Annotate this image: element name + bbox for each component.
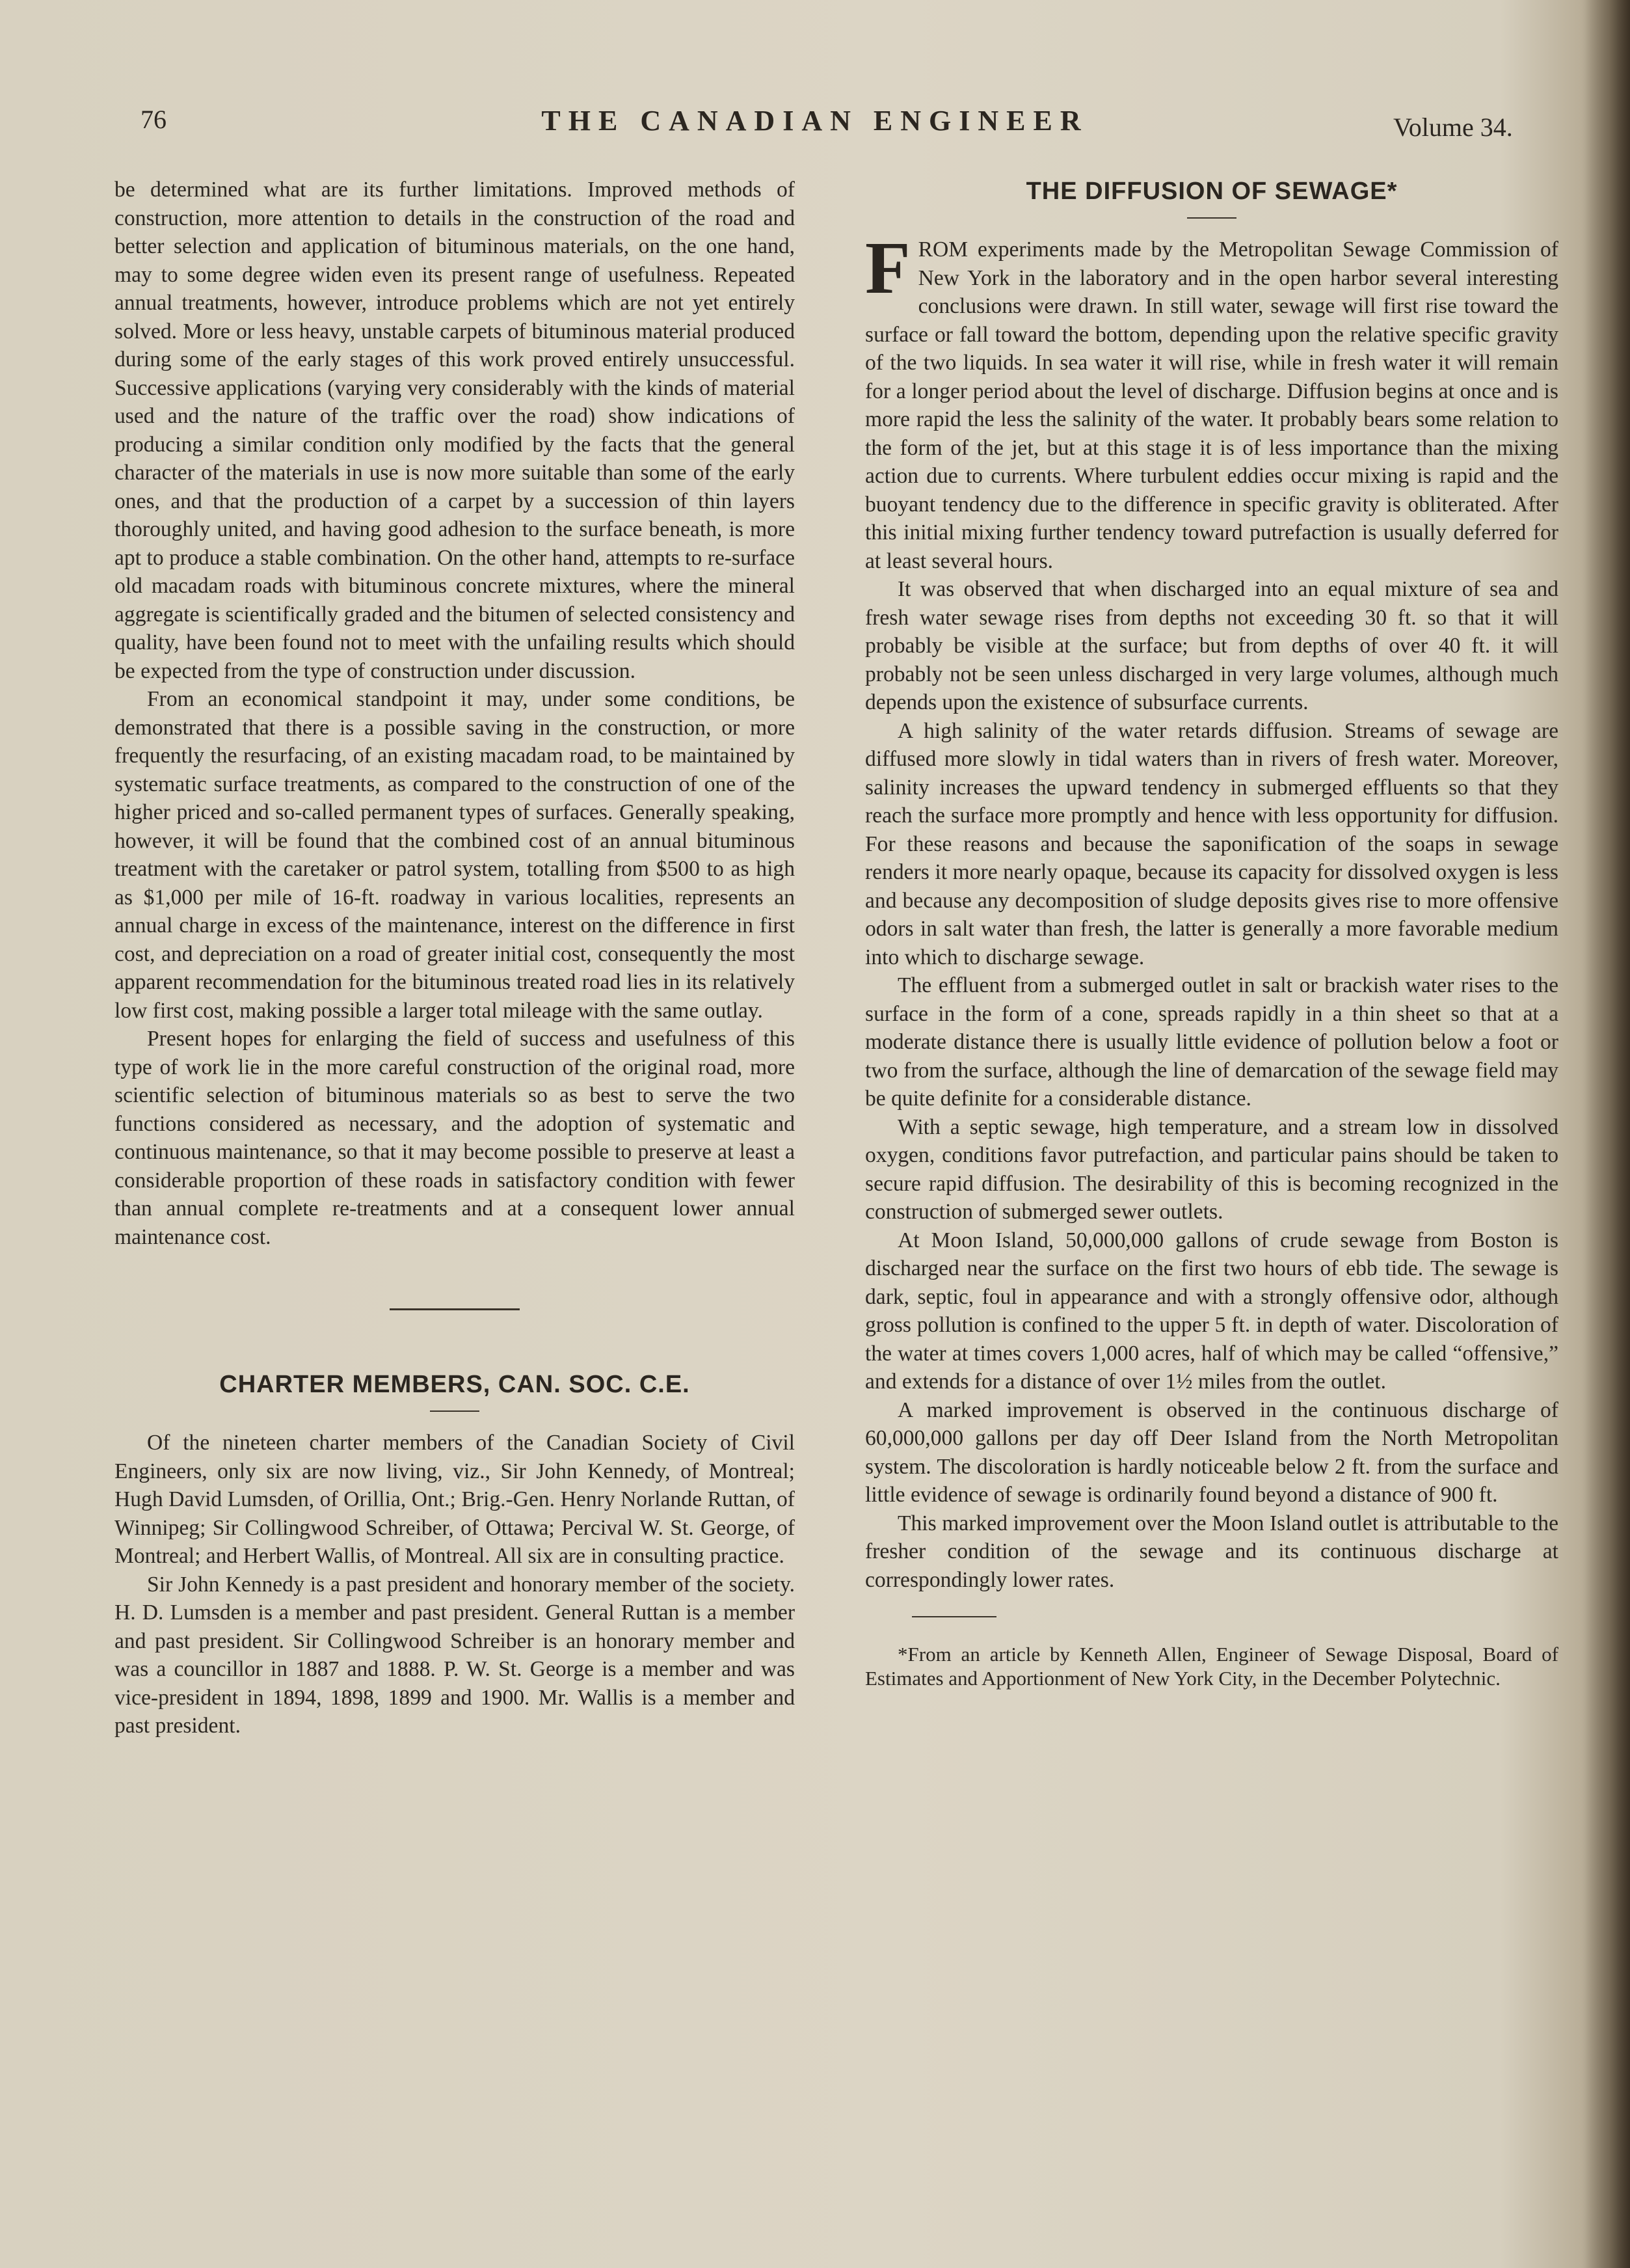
- drop-cap: F: [865, 226, 911, 309]
- paragraph: Present hopes for enlarging the field of success and usefulness of this type of work lie in the more careful construction of the original road, more scientific selection of bituminous materials so as best to serve the two functions considered as necessary, and the adoption of systematic and continuous maintenance, so that it may become possible to preserve at least a considerable proportion of these roads in satisfactory condition with fewer than annual complete re-treatments and at a consequent lower annual maintenance cost.: [114, 1027, 795, 1249]
- paragraph: [865, 226, 1558, 575]
- paragraph: At Moon Island, 50,000,000 gallons of crude sewage from Boston is discharged near the surface on the first two hours of ebb tide. The sewage is dark, septic, foul in appearance and with a strongly offensive odor, although gross pollution is confined to the upper 5 ft. in depth of water. Discoloration of the water at times covers 1,000 acres, half of which may be called “offensive,” and extends for a distance of over 1½ miles from the outlet.: [865, 1228, 1558, 1394]
- footnote: *From an article by Kenneth Allen, Engineer of Sewage Disposal, Board of Estimates and Apportionment of New York City, in the December Polytechnic.: [865, 1643, 1558, 1690]
- volume-label: Volume 34.: [1393, 113, 1513, 142]
- paragraph: be determined what are its further limitations. Improved methods of construction, more attention to details in the construction of the road and better selection and application of bituminous materials, on the one hand, may to some degree widen even its present range of usefulness. Repeated annual treatments, however, introduce problems which are not yet entirely solved. More or less heavy, unstable carpets of bituminous material produced during some of the early stages of this work proved entirely unsuccessful. Successive applications (varying very considerably with the kinds of material used and the nature of the traffic over the road) show indications of producing a similar condition only modified by the facts that the general character of the materials in use is now more suitable than some of the early ones, and that the production of a carpet by a succession of thin layers thoroughly united, and having good adhesion to the surface beneath, is more apt to produce a stable combination. On the other hand, attempts to re-surface old macadam roads with bituminous concrete mixtures, where the mineral aggregate is scientifically graded and the bitumen of selected consistency and quality, have been found not to meet with the unfailing results which should be expected from the type of construction under discussion.: [114, 178, 795, 683]
- paragraph: This marked improvement over the Moon Island outlet is attributable to the fresher condition of the sewage and its continuous discharge at correspondingly lower rates.: [865, 1511, 1558, 1592]
- footnote-rule: [912, 1616, 996, 1617]
- section-divider: [390, 1308, 520, 1310]
- journal-title: THE CANADIAN ENGINEER: [541, 105, 1089, 137]
- article-title: THE DIFFUSION OF SEWAGE*: [1026, 178, 1398, 205]
- page-number: 76: [140, 105, 167, 134]
- paragraph: The effluent from a submerged outlet in salt or brackish water rises to the surface in the form of a cone, spreads rapidly in a thin sheet so that at a moderate distance there is usually little evidence of pollution below a foot or two from the surface, although the line of demarcation of the sewage field may be quite definite for a considerable distance.: [865, 973, 1558, 1111]
- page-header: [0, 0, 1630, 156]
- section-heading-charter-members: CHARTER MEMBERS, CAN. SOC. C.E.: [219, 1371, 690, 1398]
- left-column: [114, 176, 795, 1740]
- paragraph: A high salinity of the water retards diffusion. Streams of sewage are diffused more slowly in tidal waters than in rivers of fresh water. Moreover, salinity increases the upward tendency in submerged effluents so that they reach the surface more promptly and hence with less opportunity for diffusion. For these reasons and because the saponification of the soaps in sewage renders it more nearly opaque, because its capacity for dissolved oxygen is less and because any decomposition of sludge deposits gives rise to more offensive odors in salt water than fresh, the latter is generally a more favorable medium into which to discharge sewage.: [865, 718, 1558, 969]
- heading-rule: [1187, 217, 1236, 219]
- paragraph: With a septic sewage, high temperature, and a stream low in dissolved oxygen, conditions favor putrefaction, and particular pains should be taken to secure rapid diffusion. The desirability of this is becoming recognized in the construction of submerged sewer outlets.: [865, 1114, 1558, 1224]
- paragraph: From an economical standpoint it may, under some conditions, be demonstrated that there is a possible saving in the construction, or more frequently the resurfacing, of an existing macadam road, to be maintained by systematic surface treatments, as compared to the construction of one of the higher priced and so-called permanent types of surfaces. Generally speaking, however, it will be found that the combined cost of an annual bituminous treatment with the caretaker or patrol system, totalling from $500 to as high as $1,000 per mile of 16-ft. roadway in various localities, represents an annual charge in excess of the maintenance, interest on the difference in first cost, and depreciation on a road of greater initial cost, consequently the most apparent recommendation for the bituminous treated road lies in its relatively low first cost, making possible a larger total mileage with the same outlay.: [114, 687, 795, 1023]
- right-column: [865, 176, 1558, 1690]
- paragraph: It was observed that when discharged into an equal mixture of sea and fresh water sewage rises from depths not exceeding 30 ft. so that it will probably be visible at the surface; but from depths of over 40 ft. it will probably not be seen unless discharged in very large volumes, although much depends upon the existence of subsurface currents.: [865, 577, 1558, 714]
- first-paragraph-text: ROM experiments made by the Metropolitan Sewage Commission of New York in the laboratory and in the open harbor several interesting conclusions were drawn. In still water, sewage will first rise toward the surface or fall toward the bottom, depending upon the relative specific gravity of the two liquids. In sea water it will rise, while in fresh water it will remain for a longer period about the level of discharge. Diffusion begins at once and is more rapid the less the salinity of the water. It probably bears some relation to the form of the jet, but at this stage it is of less importance than the mixing action due to currents. Where turbulent eddies occur mixing is rapid and the buoyant tendency due to the difference in specific gravity is obliterated. After this initial mixing further tendency toward putrefaction is usually deferred for at least several hours.: [865, 237, 1558, 573]
- heading-rule: [430, 1411, 479, 1412]
- paragraph: A marked improvement is observed in the continuous discharge of 60,000,000 gallons per day off Deer Island from the North Metropolitan system. The discoloration is hardly noticeable below 2 ft. from the surface and little evidence of sewage is ordinarily found beyond a distance of 900 ft.: [865, 1397, 1558, 1507]
- paragraph: Sir John Kennedy is a past president and honorary member of the society. H. D. Lumsden is a member and past president. General Ruttan is a member and past president. Sir Collingwood Schreiber is an honorary member and was a councillor in 1887 and 1888. P. W. St. George is a member and was vice-president in 1894, 1898, 1899 and 1900. Mr. Wallis is a member and past president.: [114, 1572, 795, 1738]
- page-binding-edge: [1584, 0, 1630, 2268]
- paragraph: Of the nineteen charter members of the Canadian Society of Civil Engineers, only six are now living, viz., Sir John Kennedy, of Montreal; Hugh David Lumsden, of Orillia, Ont.; Brig.-Gen. Henry Norlande Ruttan, of Winnipeg; Sir Collingwood Schreiber, of Ottawa; Percival W. St. George, of Montreal; and Herbert Wallis, of Montreal. All six are in consulting practice.: [114, 1431, 795, 1568]
